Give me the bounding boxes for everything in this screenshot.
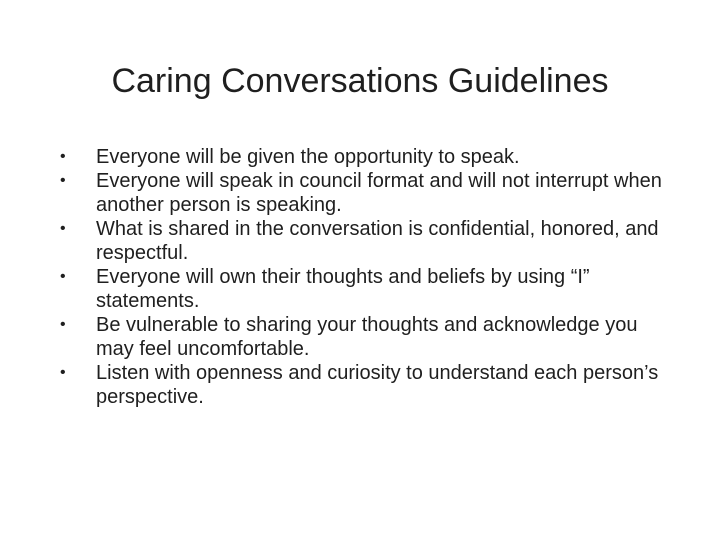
- slide-title: Caring Conversations Guidelines: [111, 62, 609, 100]
- bullet-icon: •: [60, 148, 66, 165]
- bullet-icon: •: [60, 172, 66, 189]
- list-item: [58, 169, 668, 217]
- list-item: [58, 361, 668, 409]
- list-item: [58, 145, 668, 169]
- bullet-icon: •: [60, 364, 66, 381]
- list-item: [58, 313, 668, 361]
- bullet-icon: •: [60, 220, 66, 237]
- list-item-text: What is shared in the conversation is confidential, honored, and respectful.: [96, 218, 659, 264]
- list-item-text: Be vulnerable to sharing your thoughts and acknowledge you may feel uncomfortable.: [96, 314, 638, 360]
- bullet-icon: •: [60, 316, 66, 333]
- list-item-text: Everyone will own their thoughts and beliefs by using “I” statements.: [96, 266, 590, 312]
- list-item-text: Listen with openness and curiosity to understand each person’s perspective.: [96, 362, 659, 408]
- bullet-icon: •: [60, 268, 66, 285]
- list-item: [58, 265, 668, 313]
- list-item-text: Everyone will be given the opportunity to speak.: [96, 146, 520, 168]
- guidelines-list: [58, 145, 668, 409]
- list-item: [58, 217, 668, 265]
- list-item-text: Everyone will speak in council format and will not interrupt when another person is speaking.: [96, 170, 662, 216]
